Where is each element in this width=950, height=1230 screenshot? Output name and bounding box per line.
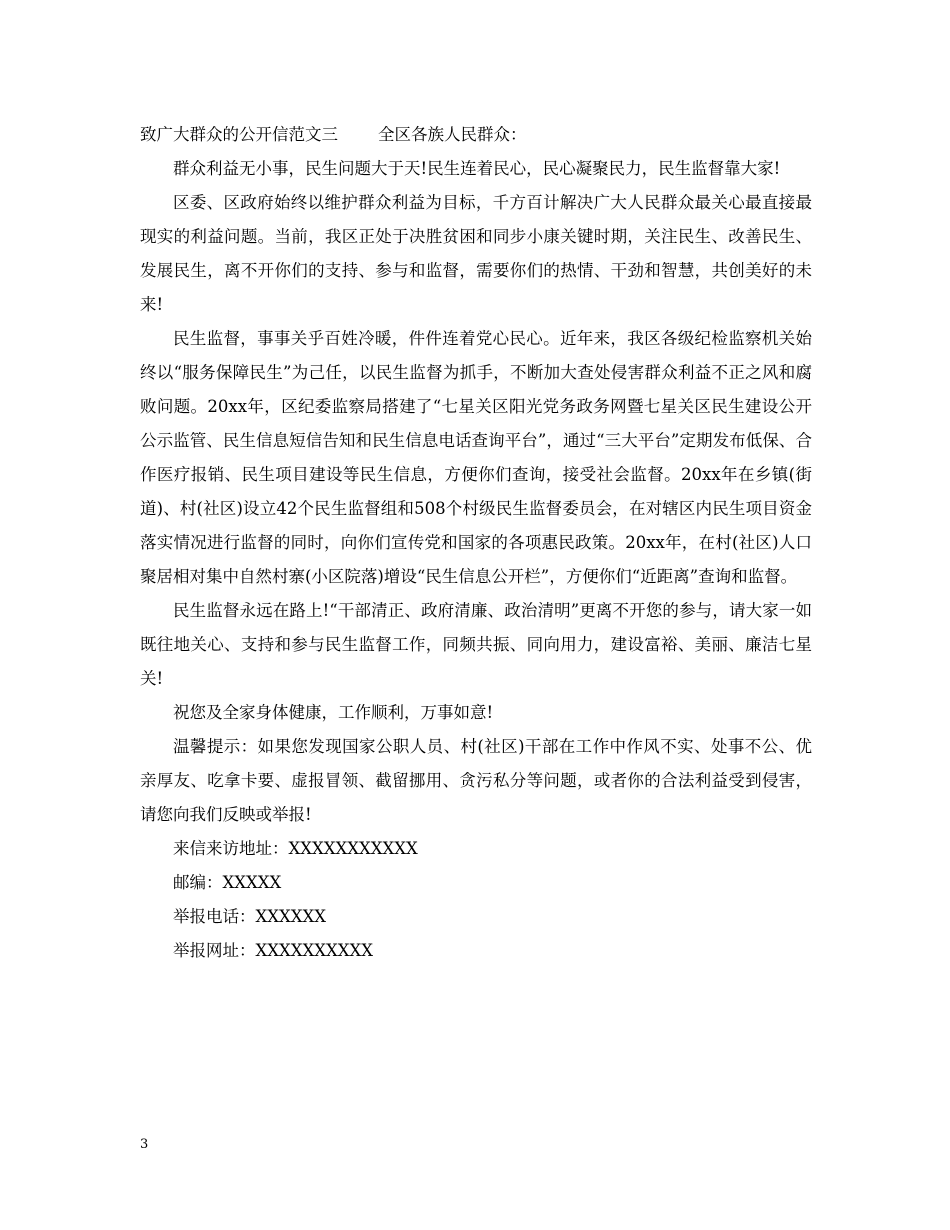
- contact-website: 举报网址：XXXXXXXXXX: [173, 941, 373, 960]
- contact-postcode: 邮编：XXXXX: [173, 873, 282, 892]
- paragraph: 温馨提示：如果您发现国家公职人员、村(社区)干部在工作中作风不实、处事不公、优亲厚友、吃拿卡要、虚报冒领、截留挪用、贪污私分等问题，或者你的合法利益受到侵害，请您向我们反映或举报!: [140, 737, 812, 824]
- letter-title: 致广大群众的公开信范文三: [140, 125, 338, 144]
- paragraph: 祝您及全家身体健康，工作顺利，万事如意!: [173, 703, 494, 722]
- contact-address: 来信来访地址：XXXXXXXXXXX: [173, 839, 418, 858]
- page-number: 3: [140, 1137, 149, 1152]
- salutation: 全区各族人民群众：: [378, 125, 527, 144]
- contact-phone: 举报电话：XXXXXX: [173, 907, 326, 926]
- paragraph: 民生监督，事事关乎百姓冷暖，件件连着党心民心。近年来，我区各级纪检监察机关始终以“服务保障民生”为己任，以民生监督为抓手，不断加大查处侵害群众利益不正之风和腐败问题。20xx年，区纪委监察局搭建了“七星关区阳光党务政务网暨七星关区民生建设公开公示监管、民生信息短信告知和民生信息电话查询平台”，通过“三大平台”定期发布低保、合作医疗报销、民生项目建设等民生信息，方便你们查询，接受社会监督。20xx年在乡镇(街道)、村(社区)设立42个民生监督组和508个村级民生监督委员会，在对辖区内民生项目资金落实情况进行监督的同时，向你们宣传党和国家的各项惠民政策。20xx年，在村(社区)人口聚居相对集中自然村寨(小区院落)增设“民生信息公开栏”，方便你们“近距离”查询和监督。: [140, 329, 812, 586]
- paragraph: 群众利益无小事，民生问题大于天!民生连着民心，民心凝聚民力，民生监督靠大家!: [173, 159, 781, 178]
- paragraph: 区委、区政府始终以维护群众利益为目标，千方百计解决广大人民群众最关心最直接最现实的利益问题。当前，我区正处于决胜贫困和同步小康关键时期，关注民生、改善民生、发展民生，离不开你们的支持、参与和监督，需要你们的热情、干劲和智慧，共创美好的未来!: [140, 193, 812, 314]
- paragraph: 民生监督永远在路上!“干部清正、政府清廉、政治清明”更离不开您的参与，请大家一如既往地关心、支持和参与民生监督工作，同频共振、同向用力，建设富裕、美丽、廉洁七星关!: [140, 601, 812, 688]
- letter-body: [140, 118, 812, 968]
- title-line: [140, 118, 812, 152]
